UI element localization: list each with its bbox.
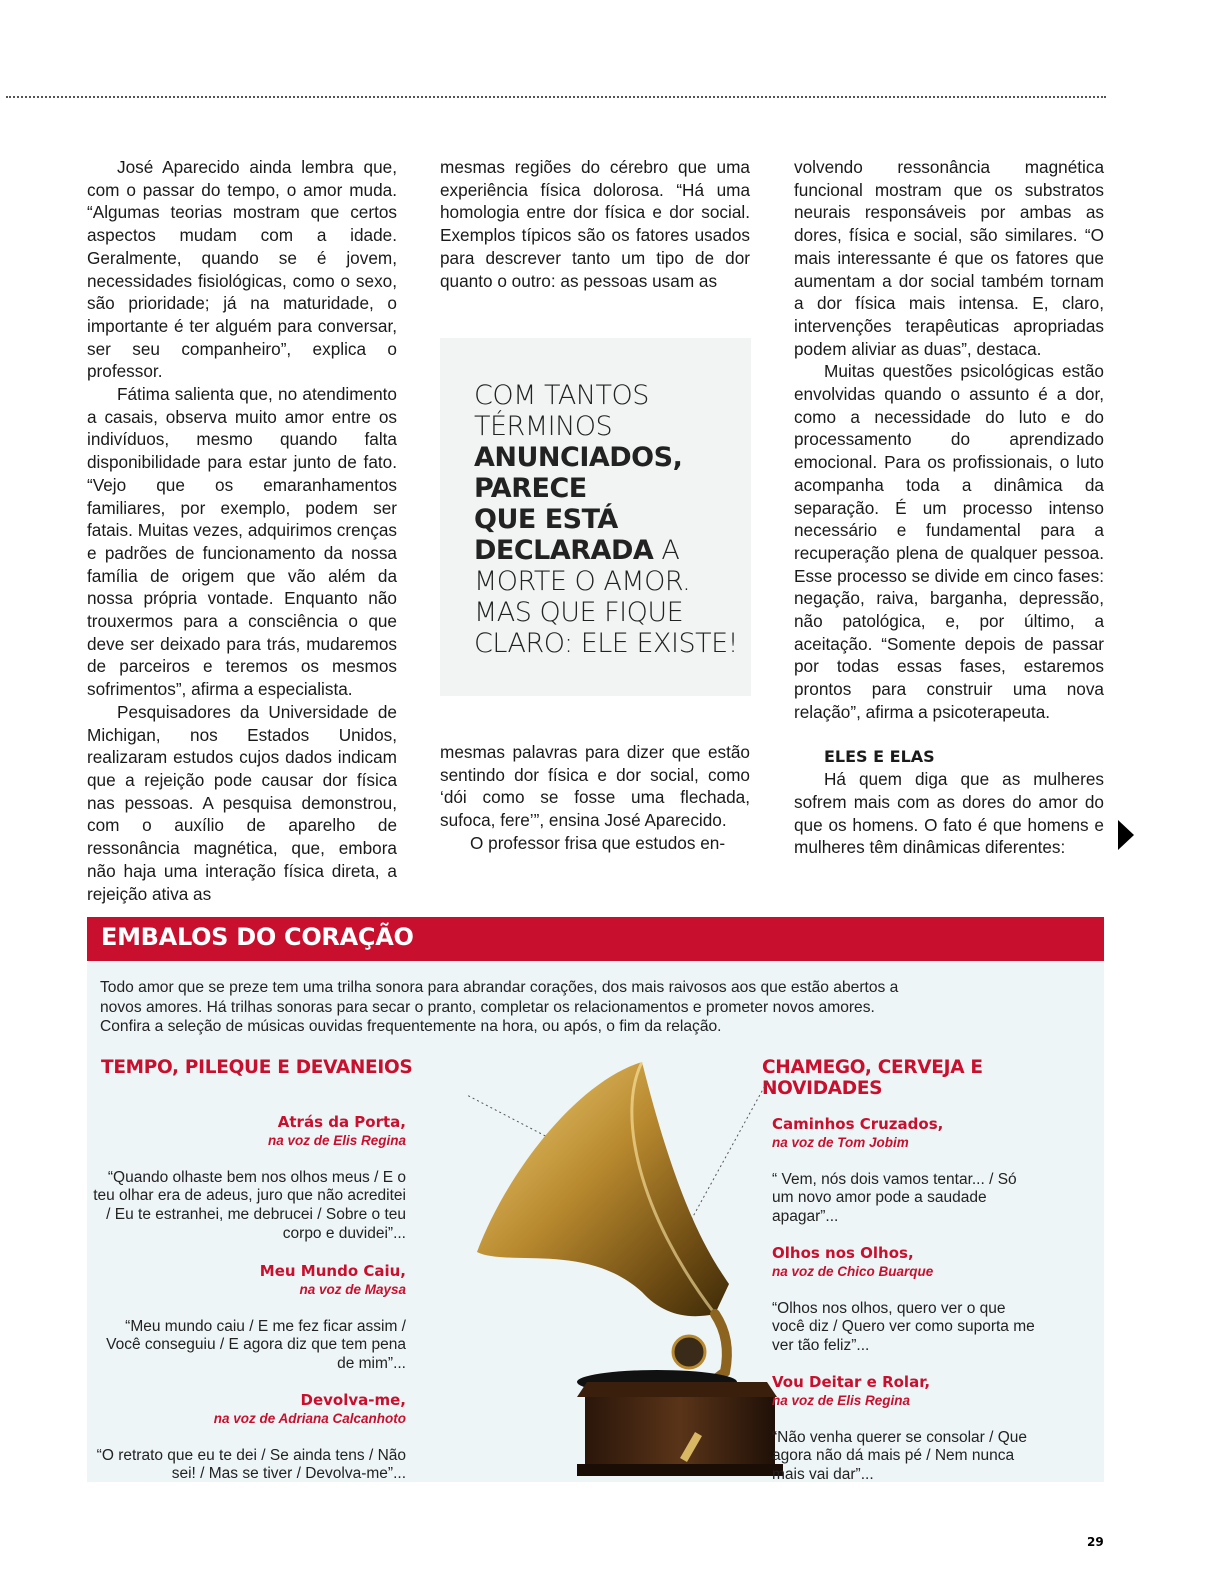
sidebar-intro: Todo amor que se preze tem uma trilha sonora para abrandar corações, dos mais raivosos aos que estão abertos a novos amores. Há trilhas sonoras para secar o pranto, completar os relacionamentos e prometer novos amores. Confira a seleção de músicas ouvidas frequentemente na hora, ou após, o fim da relação.	[100, 979, 899, 1035]
paragraph: Fátima salienta que, no atendimento a casais, observa muito amor entre os indivíduos, mesmo quando falta disponibilidade para estar junto de fato. “Vejo que os emaranhamentos familiares, por exemplo, podem ser fatais. Muitas vezes, adquirimos crenças e padrões de funcionamento da nossa família de origem que vão além da nossa própria vontade. Enquanto não trouxermos para a consciência o que deve ser deixado para trás, mudaremos de parceiros e teremos os mesmos sofrimentos”, afirma a especialista.	[87, 384, 397, 700]
paragraph: Há quem diga que as mulheres sofrem mais com as dores do amor do que os homens. O fato é que homens e mulheres têm dinâmicas diferentes:	[794, 769, 1104, 858]
song-lyric: “Meu mundo caiu / E me fez ficar assim / Você conseguiu / E agora diz que tem pena de mim”...	[106, 1317, 406, 1373]
pull-quote	[474, 380, 744, 659]
pull-quote-line: DECLARADA	[474, 535, 654, 566]
song-voice: na voz de Maysa	[299, 1281, 406, 1297]
left-section-title: TEMPO, PILEQUE E DEVANEIOS	[101, 1057, 413, 1078]
song-item	[87, 1391, 406, 1484]
paragraph: volvendo ressonância magnética funcional mostram que os substratos neurais responsáveis por ambas as dores, física e social, são similares. “O mais interessante é que os fatores que aumentam a dor social também tornam a dor física mais intensa. E, claro, intervenções terapêuticas apropriadas podem aliviar as duas”, destaca.	[794, 157, 1104, 359]
pull-quote-line: MAS QUE FIQUE	[474, 597, 684, 628]
pull-quote-line: COM TANTOS	[474, 380, 649, 411]
cabinet	[585, 1397, 775, 1467]
page-number: 29	[1087, 1535, 1104, 1549]
song-voice: na voz de Elis Regina	[267, 1132, 406, 1148]
music-sidebar-box	[87, 917, 1104, 1482]
song-lyric: “ Vem, nós dois vamos tentar... / Só um novo amor pode a saudade apagar”...	[772, 1170, 1017, 1226]
sound-box	[673, 1336, 705, 1368]
article-column-2-bottom	[440, 741, 750, 855]
continue-arrow-icon	[1118, 820, 1134, 850]
song-title: Atrás da Porta,	[277, 1113, 406, 1131]
paragraph: José Aparecido ainda lembra que, com o passar do tempo, o amor muda. “Algumas teorias mostram que certos aspectos mudam com a idade. Geralmente, quando se é jovem, necessidades fisiológicas, como o sexo, são prioridade; já na maturidade, o importante é ter alguém para conversar, ser seu companheiro”, explica o professor.	[87, 157, 397, 382]
article-column-2-top	[440, 156, 750, 292]
pull-quote-line: A	[653, 535, 680, 566]
song-title: Caminhos Cruzados,	[772, 1115, 944, 1133]
song-title: Devolva-me,	[300, 1391, 406, 1409]
cabinet-base	[577, 1464, 783, 1476]
song-item	[87, 1262, 406, 1374]
leader-line	[467, 1068, 557, 1142]
song-voice: na voz de Adriana Calcanhoto	[213, 1410, 406, 1426]
song-lyric: “Olhos nos olhos, quero ver o que você diz / Quero ver como suporta me ver tão feliz”...	[772, 1299, 1035, 1355]
song-item	[772, 1373, 1037, 1485]
pull-quote-line: ANUNCIADOS,	[474, 442, 683, 473]
subhead: ELES E ELAS	[824, 746, 935, 766]
pull-quote-box	[440, 338, 751, 696]
song-lyric: “O retrato que eu te dei / Se ainda tens / Não sei! / Mas se tiver / Devolva-me”...	[96, 1446, 406, 1483]
song-title: Meu Mundo Caiu,	[259, 1262, 406, 1280]
pull-quote-line: PARECE	[474, 473, 587, 504]
paragraph: Pesquisadores da Universidade de Michigan, nos Estados Unidos, realizaram estudos cujos dados indicam que a rejeição pode causar dor física nas pessoas. A pesquisa demonstrou, com o auxílio de aparelho de ressonância magnética, que, embora não haja uma interação física direta, a rejeição ativa as	[87, 701, 397, 904]
song-item	[87, 1113, 406, 1244]
song-voice: na voz de Chico Buarque	[772, 1263, 934, 1279]
sidebar-title: EMBALOS DO CORAÇÃO	[101, 923, 414, 951]
cabinet-lid	[577, 1382, 777, 1397]
article-column-3	[794, 156, 1104, 859]
paragraph: O professor frisa que estudos en-	[470, 832, 726, 853]
paragraph: Muitas questões psicológicas estão envolvidas quando o assunto é a dor, como a necessidade do luto e do processamento do aprendizado emocional. Para os profissionais, o luto acompanha toda a dinâmica da separação. É um processo intenso necessário e fundamental para a recuperação plena de qualquer pessoa. Esse processo se divide em cinco fases: negação, raiva, barganha, depressão, não patológica, e, por último, a aceitação. “Somente depois de passar por todas essas fases, estaremos prontos para construir uma nova relação”, afirma a psicoterapeuta.	[794, 361, 1104, 722]
paragraph: mesmas regiões do cérebro que uma experiência física dolorosa. “Há uma homologia entre dor física e dor social. Exemplos típicos são os fatores usados para descrever tanto um tipo de dor quanto o outro: as pessoas usam as	[440, 157, 750, 291]
song-title: Vou Deitar e Rolar,	[772, 1373, 931, 1391]
pull-quote-line: QUE ESTÁ	[474, 504, 618, 535]
song-voice: na voz de Tom Jobim	[772, 1134, 909, 1150]
tone-arm	[712, 1314, 727, 1382]
song-voice: na voz de Elis Regina	[772, 1392, 911, 1408]
pull-quote-line: TÉRMINOS	[474, 411, 613, 442]
pull-quote-line: MORTE O AMOR.	[474, 566, 691, 597]
sidebar-header	[87, 917, 1104, 961]
pull-quote-line: CLARO: ELE EXISTE!	[474, 628, 738, 659]
top-dotted-rule	[6, 96, 1106, 98]
article-column-1	[87, 156, 397, 905]
song-item	[772, 1244, 1037, 1356]
song-item	[772, 1115, 1037, 1227]
song-lyric: “Não venha querer se consolar / Que agora não dá mais pé / Nem nunca mais vai dar”...	[772, 1428, 1028, 1484]
song-title: Olhos nos Olhos,	[772, 1244, 914, 1262]
song-lyric: “Quando olhaste bem nos olhos meus / E o teu olhar era de adeus, juro que não acreditei / Eu te estranhei, me debrucei / Sobre o teu corpo e duvidei”...	[93, 1168, 406, 1242]
paragraph: mesmas palavras para dizer que estão sentindo dor física e dor social, como ‘dói como se fosse uma flechada, sufoca, fere’”, ensina José Aparecido.	[440, 742, 750, 831]
right-section-title: CHAMEGO, CERVEJA E NOVIDADES	[762, 1057, 983, 1099]
